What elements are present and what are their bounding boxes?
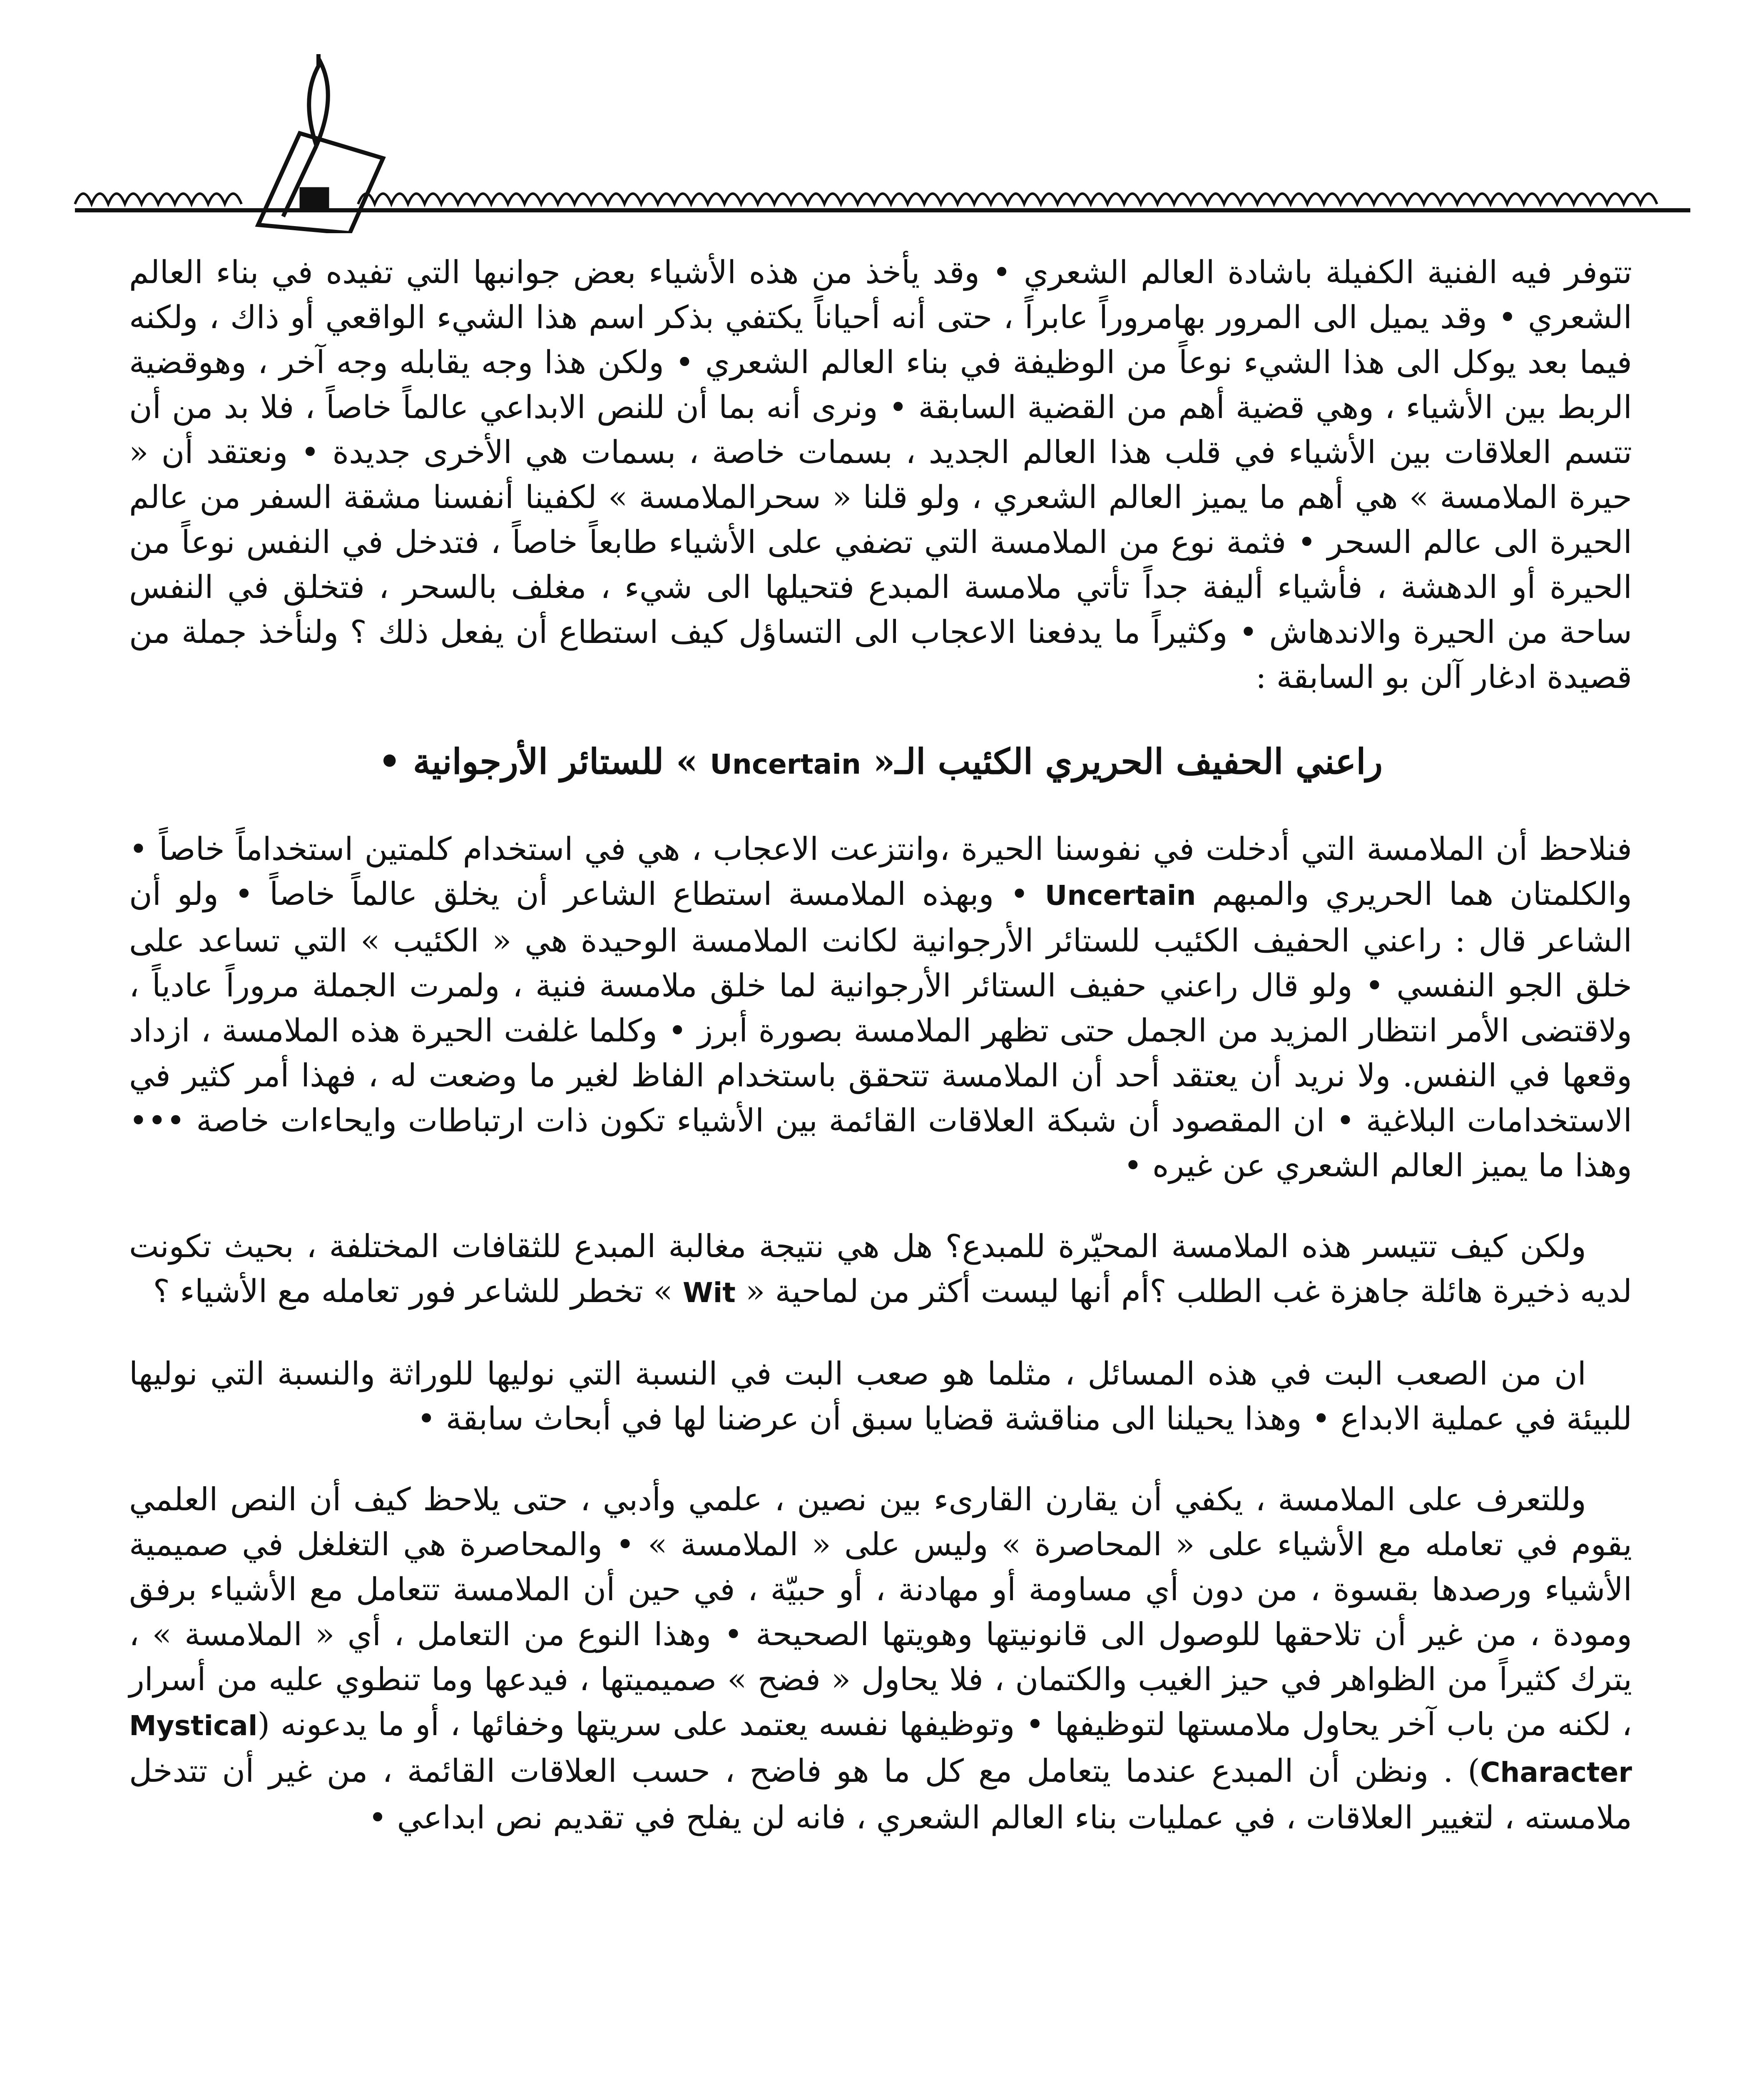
heading-text-after: » للستائر الأرجوانية • bbox=[378, 741, 698, 782]
paragraph-5-latin-term: Mystical Character bbox=[129, 1710, 1632, 1788]
spacer bbox=[129, 1441, 1632, 1477]
heading-text-before: راعني الحفيف الحريري الكئيب الـ« bbox=[873, 741, 1383, 782]
paragraph-5 bbox=[129, 1477, 1632, 1840]
paragraph-4: ان من الصعب البت في هذه المسائل ، مثلما هو صعب البت في النسبة التي نوليها للوراثة والنسبة التي نوليها للبيئة في عملية الابداع • وهذا يحيلنا الى مناقشة قضايا سبق أن عرضنا لها في أبحاث سابقة • bbox=[129, 1355, 1632, 1437]
spacer bbox=[129, 1315, 1632, 1351]
quoted-verse-heading bbox=[129, 739, 1632, 787]
paragraph-2-latin-term: Uncertain bbox=[1045, 879, 1196, 911]
paragraph-2-text-before: فنلاحظ أن الملامسة التي أدخلت في نفوسنا الحيرة ،وانتزعت الاعجاب ، هي في استخدام كلمتين استخداماً خاصاً • والكلمتان هما الحريري والمبهم bbox=[129, 830, 1632, 912]
paragraph-3-text-before: ولكن كيف تتيسر هذه الملامسة المحيّرة للمبدع؟ هل هي نتيجة مغالبة المبدع للثقافات المختلفة ، بحيث تكونت لديه ذخيرة هائلة جاهزة غب الطلب ؟أم أنها ليست أكثر من لماحية « bbox=[129, 1228, 1632, 1310]
header-rule bbox=[75, 208, 1690, 212]
paragraph-3 bbox=[129, 1224, 1632, 1315]
spacer bbox=[129, 1188, 1632, 1224]
heading-latin-term: Uncertain bbox=[710, 748, 861, 780]
paragraph-5-text-before: وللتعرف على الملامسة ، يكفي أن يقارن القارىء بين نصين ، علمي وأدبي ، حتى يلاحظ كيف أن النص العلمي يقوم في تعامله مع الأشياء على « المحاصرة » وليس على « الملامسة » • والمحاصرة هي التغلغل في صميمية الأشياء ورصدها بقسوة ، من دون أي مساومة أو مهادنة ، أو حبيّة ، في حين أن الملامسة تتعامل مع الأشياء برفق ومودة ، من غير أن تلاحقها للوصول الى قانونيتها وهويتها الصحيحة • وهذا النوع من التعامل ، أي « الملامسة » ، يترك كثيراً من الظواهر في حيز الغيب والكتمان ، فلا يحاول « فضح » صميميتها ، فيدعها وما تنطوي عليه من أسرار ، لكنه من باب آخر يحاول ملامستها لتوظيفها • وتوظيفها نفسه يعتمد على سريتها وخفائها ، أو ما يدعونه ( bbox=[129, 1481, 1632, 1743]
paragraph-5-text-after: ) . ونظن أن المبدع عندما يتعامل مع كل ما هو فاضح ، حسب العلاقات القائمة ، من غير أن تتدخل ملامسته ، لتغيير العلاقات ، في عمليات بناء العالم الشعري ، فانه لن يفلح في تقديم نص ابداعي • bbox=[129, 1752, 1632, 1836]
paragraph-2 bbox=[129, 827, 1632, 1188]
paragraph-3-text-after: » تخطر للشاعر فور تعامله مع الأشياء ؟ bbox=[153, 1273, 673, 1310]
header-ornament-icon bbox=[67, 50, 1699, 233]
paragraph-3-latin-term: Wit bbox=[682, 1277, 736, 1309]
article-body bbox=[129, 250, 1632, 1840]
paragraph-2-text-after: • وبهذه الملامسة استطاع الشاعر أن يخلق عالماً خاصاً • ولو أن الشاعر قال : راعني الحفيف الكئيب للستائر الأرجوانية لكانت الملامسة الوحيدة هي « الكئيب » التي تساعد على خلق الجو النفسي • ولو قال راعني حفيف الستائر الأرجوانية لما خلق ملامسة فنية ، ولمرت الجملة مروراً عادياً ، ولاقتضى الأمر انتظار المزيد من الجمل حتى تظهر الملامسة بصورة أبرز • وكلما غلفت الحيرة هذه الملامسة ، ازداد وقعها في النفس. ولا نريد أن يعتقد أحد أن الملامسة تتحقق باستخدام الفاظ لغير ما وضعت له ، فهذا أمر كثير في الاستخدامات البلاغية • ان المقصود أن شبكة العلاقات القائمة بين الأشياء تكون ذات ارتباطات وايحاءات خاصة ••• وهذا ما يميز العالم الشعري عن غيره • bbox=[129, 875, 1632, 1184]
paragraph-1: تتوفر فيه الفنية الكفيلة باشادة العالم الشعري • وقد يأخذ من هذه الأشياء بعض جوانبها التي تفيده في بناء العالم الشعري • وقد يميل الى المرور بهامروراً عابراً ، حتى أنه أحياناً يكتفي بذكر اسم هذا الشيء الواقعي أو ذاك ، ولكنه فيما بعد يوكل الى هذا الشيء نوعاً من الوظيفة في بناء العالم الشعري • ولكن هذا وجه يقابله وجه آخر ، وهوقضية الربط بين الأشياء ، وهي قضية أهم من القضية السابقة • ونرى أنه بما أن للنص الابداعي عالماً خاصاً ، فلا بد من أن تتسم العلاقات بين الأشياء في قلب هذا العالم الجديد ، بسمات خاصة ، بسمات هي الأخرى جديدة • ونعتقد أن « حيرة الملامسة » هي أهم ما يميز العالم الشعري ، ولو قلنا « سحرالملامسة » لكفينا أنفسنا مشقة السفر من عالم الحيرة الى عالم السحر • فثمة نوع من الملامسة التي تضفي على الأشياء طابعاً خاصاً ، فتدخل في النفس نوعاً من الحيرة أو الدهشة ، فأشياء أليفة جداً تأتي ملامسة المبدع فتحيلها الى شيء ، مغلف بالسحر ، فتخلق في النفس ساحة من الحيرة والاندهاش • وكثيراً ما يدفعنا الاعجاب الى التساؤل كيف استطاع أن يفعل ذلك ؟ ولنأخذ جملة من قصيدة ادغار آلن بو السابقة : bbox=[129, 254, 1632, 695]
